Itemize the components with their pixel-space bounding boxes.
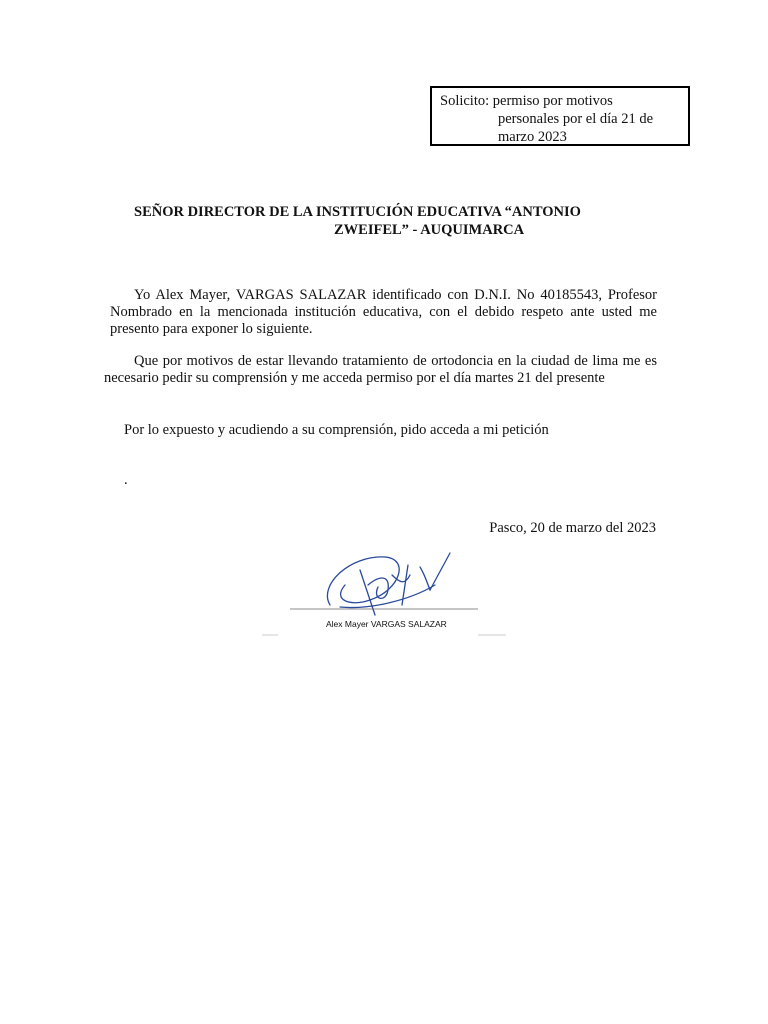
solicito-box (430, 86, 690, 146)
heading-line1: SEÑOR DIRECTOR DE LA INSTITUCIÓN EDUCATIVA “ANTONIO (134, 204, 581, 220)
paragraph-introduction (104, 287, 657, 338)
stray-dot: . (124, 472, 128, 488)
solicito-line2: personales por el día 21 de (498, 111, 654, 127)
signature-scribble (327, 553, 450, 615)
paragraph-reason-text: Que por motivos de estar llevando tratamiento de ortodoncia en la ciudad de lima me es necesario pedir su comprensión y me acceda permiso por el día martes 21 del presente (104, 353, 657, 386)
paragraph-introduction-text: Yo Alex Mayer, VARGAS SALAZAR identificado con D.N.I. No 40185543, Profesor Nombrado en la mencionada institución educativa, con el debido respeto ante usted me presento para exponer lo siguiente. (110, 287, 657, 337)
solicito-line1: permiso por motivos (492, 93, 613, 109)
addressee-heading (134, 203, 634, 239)
date-line: Pasco, 20 de marzo del 2023 (489, 520, 656, 536)
heading-line2: ZWEIFEL” - AUQUIMARCA (334, 222, 525, 238)
solicito-line3: marzo 2023 (498, 129, 567, 145)
signature-name: Alex Mayer VARGAS SALAZAR (326, 619, 447, 629)
paragraph-reason (104, 353, 657, 387)
solicito-label: Solicito: (440, 93, 490, 109)
paragraph-closing: Por lo expuesto y acudiendo a su comprensión, pido acceda a mi petición (124, 422, 549, 438)
